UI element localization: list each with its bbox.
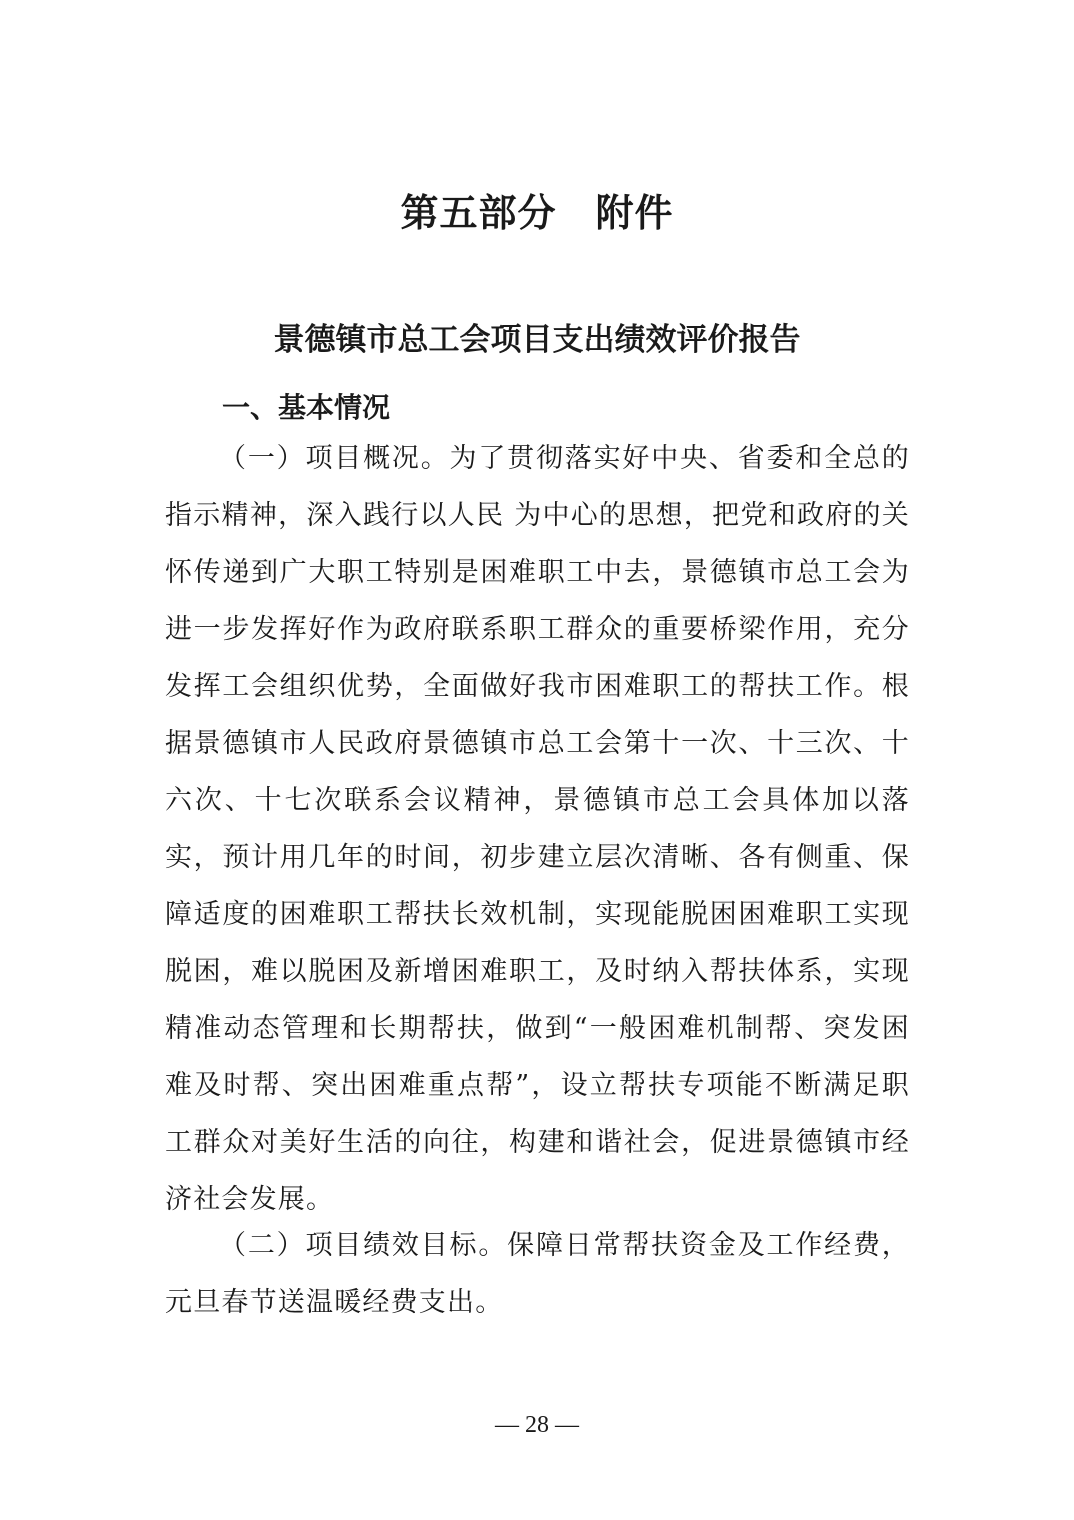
page-number: — 28 — <box>495 1412 579 1438</box>
paragraph-project-overview: （一）项目概况。为了贯彻落实好中央、省委和全总的指示精神，深入践行以人民 为中心的思想，把党和政府的关怀传递到广大职工特别是困难职工中去，景德镇市总工会为进一步发挥好作为政府联系职工群众的重要桥梁作用，充分发挥工会组织优势，全面做好我市困难职工的帮扶工作。根据景德镇市人民政府景德镇市总工会第十一次、十三次、十六次、十七次联系会议精神，景德镇市总工会具体加以落实，预计用几年的时间，初步建立层次清晰、各有侧重、保障适度的困难职工帮扶长效机制，实现能脱困困难职工实现脱困，难以脱困及新增困难职工，及时纳入帮扶体系，实现精准动态管理和长期帮扶，做到“一般困难机制帮、突发困难及时帮、突出困难重点帮”，设立帮扶专项能不断满足职工群众对美好生活的向往，构建和谐社会，促进景德镇市经济社会发展。 <box>165 443 910 1215</box>
section-heading: 一、基本情况 <box>222 391 391 424</box>
paragraph-performance-goals: （二）项目绩效目标。保障日常帮扶资金及工作经费，元旦春节送温暖经费支出。 <box>165 1230 910 1318</box>
report-title: 景德镇市总工会项目支出绩效评价报告 <box>273 322 801 358</box>
part-title: 第五部分 附件 <box>400 191 674 235</box>
